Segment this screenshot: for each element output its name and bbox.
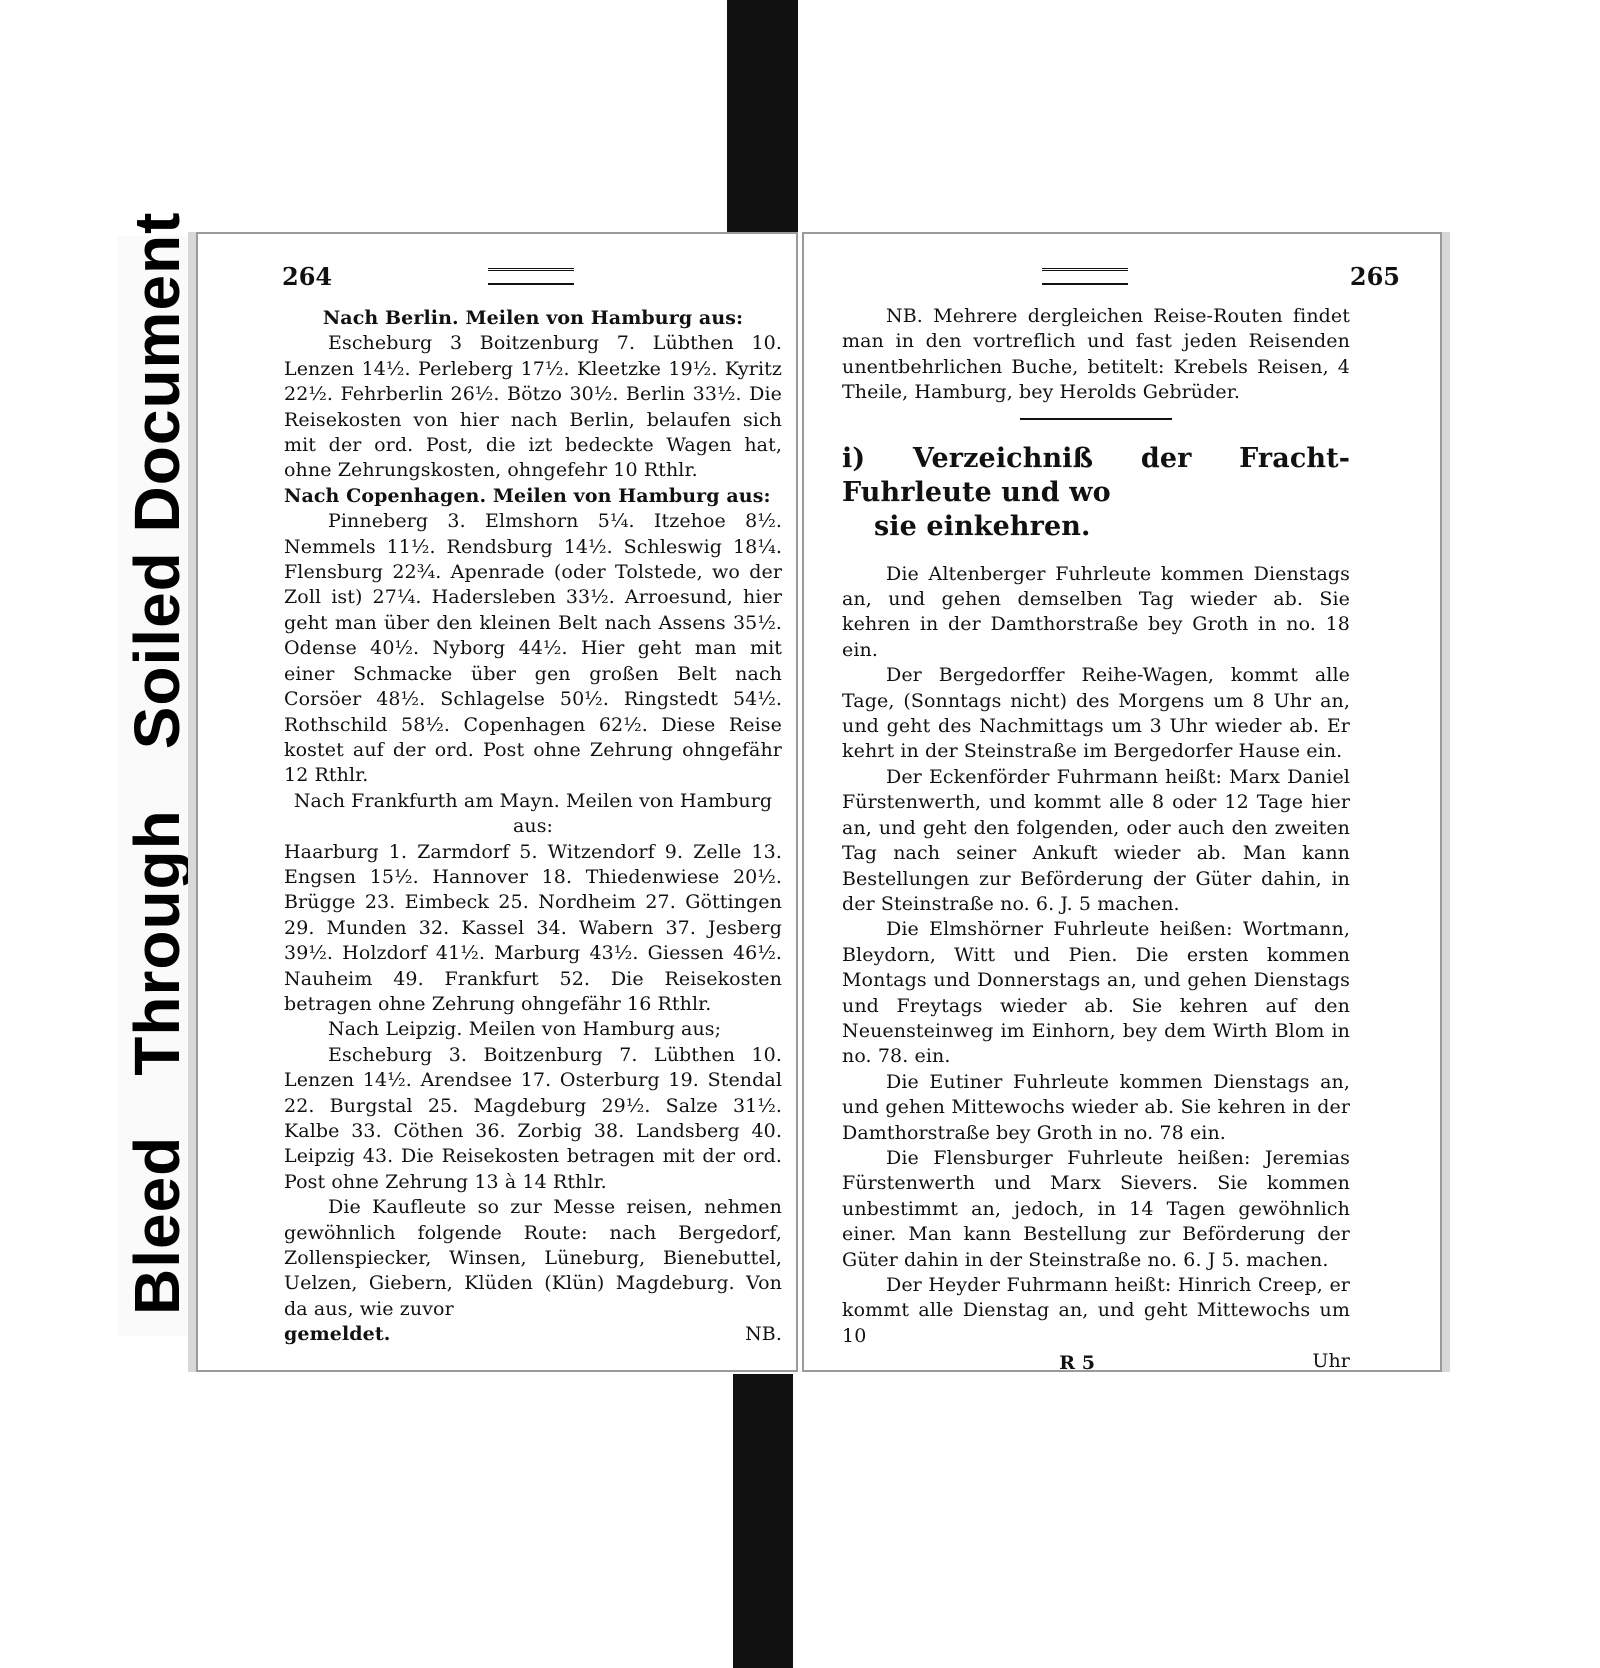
route-heading-frankfurt: Nach Frankfurth am Mayn. Meilen von Hamburg aus: xyxy=(293,789,773,838)
left-page-header xyxy=(198,262,796,296)
entry-paragraph: Der Bergedorffer Reihe-Wagen, kommt alle Tage, (Sonntags nicht) des Morgens um 8 Uhr an, und geht des Nachmittags um 3 Uhr wieder ab. Er kehrt in der Steinstraße im Bergedorfer Hause ein. xyxy=(842,664,1350,763)
entry-paragraph: Die Altenberger Fuhrleute kommen Dienstags an, und gehen demselben Tag wieder ab. Sie kehren in der Damthorstraße bey Groth in no. 18 ein. xyxy=(842,562,1350,661)
route-heading-leipzig: Nach Leipzig. Meilen von Hamburg aus; xyxy=(328,1018,722,1041)
binding-top xyxy=(727,0,798,232)
page-number-left: 264 xyxy=(282,262,333,291)
continuation-word: gemeldet. xyxy=(284,1323,391,1346)
side-label xyxy=(120,212,194,1315)
left-page-text xyxy=(284,306,782,1348)
section-title-line-1: i) Verzeichniß der Fracht-Fuhrleute und wo xyxy=(842,442,1350,508)
route-body-frankfurt: Haarburg 1. Zarmdorf 5. Witzendorf 9. Zelle 13. Engsen 15½. Hannover 18. Thiedenwiese 20½. Brügge 23. Eimbeck 25. Nordheim 27. Göttingen 29. Munden 32. Kassel 34. Wabern 37. Jesberg 39½. Holzdorf 41½. Marburg 43½. Giessen 46½. Nauheim 49. Frankfurt 52. Die Reisekosten betragen ohne Zehrung ohngefähr 16 Rthlr. xyxy=(284,840,782,1015)
route-heading-berlin: Nach Berlin. Meilen von Hamburg aus: xyxy=(322,307,744,329)
page-number-right: 265 xyxy=(1349,262,1400,291)
section-divider xyxy=(1020,418,1172,420)
left-page xyxy=(196,232,798,1372)
entry-paragraph: Die Elmshörner Fuhrleute heißen: Wortmann, Bleydorn, Witt und Pien. Die ersten kommen Montags und Donnerstags an, und gehen Dienstags und Freytags wieder ab. Sie kehren auf den Neuensteinweg im Einhorn, bey dem Wirth Blom in no. 78. ein. xyxy=(842,918,1350,1068)
merchants-paragraph: Die Kaufleute so zur Messe reisen, nehmen gewöhnlich folgende Route: nach Bergedorf, Zollenspiecker, Winsen, Lüneburg, Bienebuttel, Uelzen, Giebern, Klüden (Klün) Magdeburg. Von da aus, wie zuvor xyxy=(284,1196,782,1320)
entry-paragraph: Der Heyder Fuhrmann heißt: Hinrich Creep, er kommt alle Dienstag an, und geht Mittewochs um 10 xyxy=(842,1274,1350,1347)
section-title xyxy=(842,442,1350,544)
section-title-line-2: sie einkehren. xyxy=(874,510,1091,542)
entry-paragraph: Die Eutiner Fuhrleute kommen Dienstags an, und gehen Mittewochs wieder ab. Sie kehren in der Damthorstraße bey Groth in no. 78 ein. xyxy=(842,1070,1350,1144)
binding-bottom xyxy=(733,1374,793,1668)
signature-mark: R 5 xyxy=(1059,1352,1096,1375)
right-page-header xyxy=(804,262,1440,296)
right-page xyxy=(802,232,1442,1375)
right-page-text xyxy=(842,304,1350,1377)
header-ornament-left xyxy=(488,268,574,285)
side-label-word-bleed: Bleed xyxy=(121,1135,193,1315)
entry-paragraph: Die Flensburger Fuhrleute heißen: Jeremias Fürstenwerth und Marx Sievers. Sie kommen unbestimmt an, jedoch, in 14 Tagen gewöhnlich einer. Man kann Bestellung zur Beförderung der Güter dahin in der Steinstraße no. 6. J 5. machen. xyxy=(842,1146,1350,1271)
entry-paragraph: Der Eckenförder Fuhrmann heißt: Marx Daniel Fürstenwerth, und kommt alle 8 oder 12 Tage hier an, und geht den folgenden, oder auch den zweiten Tag nach seiner Ankuft wieder ab. Man kann Bestellungen zur Beförderung der Güter dahin, in der Steinstraße no. 6. J. 5 machen. xyxy=(842,765,1350,915)
catchword-left: NB. xyxy=(745,1323,782,1346)
side-label-word-soiled-document: Soiled Document xyxy=(121,211,193,750)
right-page-footer xyxy=(842,1349,1350,1376)
header-ornament-right xyxy=(1042,268,1128,285)
nb-paragraph: NB. Mehrere dergleichen Reise-Routen findet man in den vortreflich und fast jeden Reisenden unentbehrlichen Buche, betitelt: Krebels Reisen, 4 Theile, Hamburg, bey Herolds Gebrüder. xyxy=(842,305,1350,404)
route-body-leipzig: Escheburg 3. Boitzenburg 7. Lübthen 10. Lenzen 14½. Arendsee 17. Osterburg 19. Stendal 22. Burgstal 25. Magdeburg 29½. Salze 31½. Kalbe 33. Cöthen 36. Zorbig 38. Landsberg 40. Leipzig 43. Die Reisekosten betragen mit der ord. Post ohne Zehrung 13 à 14 Rthlr. xyxy=(284,1043,782,1193)
route-body-berlin: Escheburg 3 Boitzenburg 7. Lübthen 10. Lenzen 14½. Perleberg 17½. Kleetzke 19½. Kyritz 22½. Fehrberlin 26½. Bötzo 30½. Berlin 33½. Die Reisekosten von hier nach Berlin, belaufen sich mit der ord. Post, die izt bedeckte Wagen hat, ohne Zehrungskosten, ohngefehr 10 Rthlr. xyxy=(284,332,782,482)
side-label-word-through: Through xyxy=(121,809,193,1076)
left-page-footer xyxy=(284,1322,782,1347)
catchword-right: Uhr xyxy=(1312,1350,1350,1373)
route-heading-copenhagen: Nach Copenhagen. Meilen von Hamburg aus: xyxy=(284,484,771,507)
route-body-copenhagen: Pinneberg 3. Elmshorn 5¼. Itzehoe 8½. Nemmels 11½. Rendsburg 14½. Schleswig 18¼. Flensburg 22¾. Apenrade (oder Tolstede, wo der Zoll ist) 27¼. Hadersleben 33½. Arroesund, hier geht man über den kleinen Belt nach Assens 35½. Odense 40½. Nyborg 44½. Hier geht man mit einer Schmacke über gen großen Belt nach Corsöer 48½. Schlagelse 50½. Ringstedt 54½. Rothschild 58½. Copenhagen 62½. Diese Reise kostet auf der ord. Post ohne Zehrung ohngefähr 12 Rthlr. xyxy=(284,510,782,787)
